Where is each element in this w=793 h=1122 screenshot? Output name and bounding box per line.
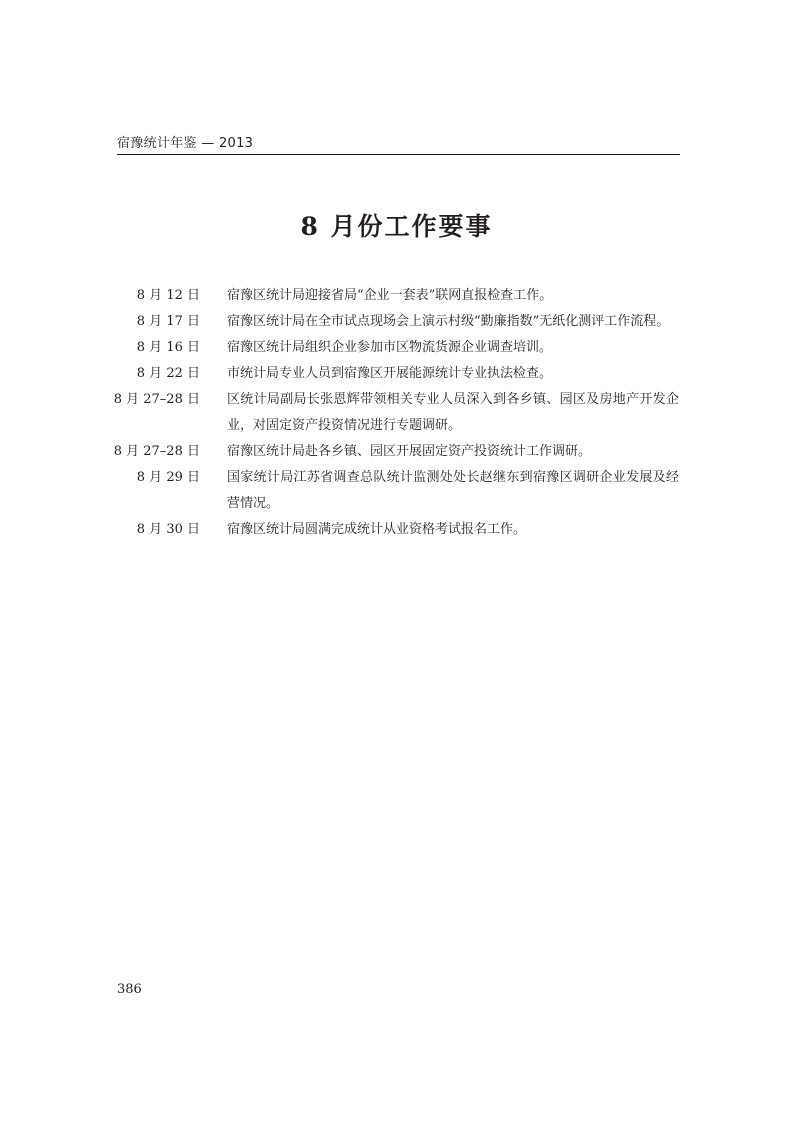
page-title: 8 月份工作要事 bbox=[300, 212, 493, 241]
event-description: 宿豫区统计局在全市试点现场会上演示村级“勤廉指数”无纸化测评工作流程。 bbox=[227, 314, 670, 329]
event-item bbox=[0, 387, 793, 439]
event-date: 8 月 30 日 bbox=[136, 522, 200, 537]
event-date: 8 月 22 日 bbox=[136, 366, 200, 381]
header-rule bbox=[117, 154, 680, 155]
event-description: 宿豫区统计局圆满完成统计从业资格考试报名工作。 bbox=[227, 522, 527, 537]
event-item bbox=[0, 361, 793, 387]
event-date: 8 月 27–28 日 bbox=[113, 444, 200, 459]
page-number: 386 bbox=[117, 982, 142, 997]
event-description: 宿豫区统计局赴各乡镇、园区开展固定资产投资统计工作调研。 bbox=[227, 444, 592, 459]
event-description: 区统计局副局长张恩辉带领相关专业人员深入到各乡镇、园区及房地产开发企业，对固定资产投资情况进行专题调研。 bbox=[227, 392, 679, 433]
event-description: 宿豫区统计局组织企业参加市区物流货源企业调查培训。 bbox=[227, 340, 553, 355]
event-item bbox=[0, 517, 793, 543]
event-description: 国家统计局江苏省调查总队统计监测处处长赵继东到宿豫区调研企业发展及经营情况。 bbox=[227, 470, 679, 511]
event-date: 8 月 12 日 bbox=[136, 288, 200, 303]
running-header-title: 宿豫统计年鉴 — 2013 bbox=[117, 136, 254, 151]
event-description: 市统计局专业人员到宿豫区开展能源统计专业执法检查。 bbox=[227, 366, 553, 381]
event-item bbox=[0, 335, 793, 361]
event-date: 8 月 27–28 日 bbox=[113, 392, 200, 407]
event-description: 宿豫区统计局迎接省局“企业一套表”联网直报检查工作。 bbox=[227, 288, 553, 303]
event-item bbox=[0, 465, 793, 517]
event-item bbox=[0, 439, 793, 465]
event-list bbox=[0, 283, 793, 543]
event-date: 8 月 17 日 bbox=[136, 314, 200, 329]
event-item bbox=[0, 283, 793, 309]
event-date: 8 月 29 日 bbox=[136, 470, 200, 485]
event-item bbox=[0, 309, 793, 335]
event-date: 8 月 16 日 bbox=[136, 340, 200, 355]
